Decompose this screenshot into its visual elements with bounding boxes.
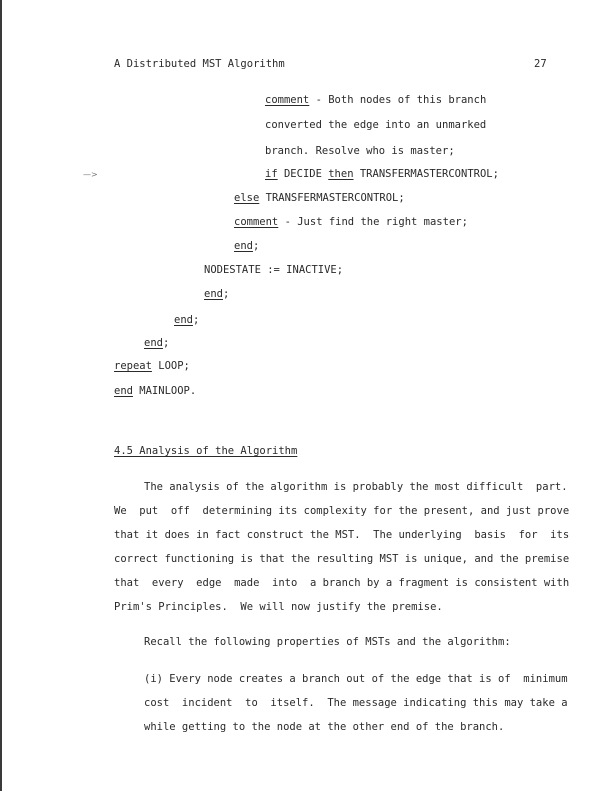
code-text: ; — [222, 288, 230, 300]
body-line: The analysis of the algorithm is probably the most difficult part. — [144, 481, 568, 493]
code-text: MAINLOOP. — [132, 385, 197, 397]
code-text: - Just find the right master; — [278, 216, 468, 228]
body-line: We put off determining its complexity for the present, and just prove — [114, 505, 570, 517]
code-line: converted the edge into an unmarked — [265, 119, 487, 131]
code-line — [234, 240, 259, 253]
code-text: ; — [192, 314, 200, 326]
body-line: correct functioning is that the resulting MST is unique, and the premise — [114, 553, 570, 565]
keyword: comment — [265, 94, 310, 106]
code-line — [265, 168, 499, 181]
code-line — [114, 360, 190, 373]
code-line — [265, 94, 486, 107]
section-heading: 4.5 Analysis of the Algorithm — [114, 445, 298, 457]
list-item-line: cost incident to itself. The message indicating this may take a — [144, 697, 568, 709]
code-line — [204, 288, 229, 301]
keyword: end — [204, 288, 223, 300]
code-text: TRANSFERMASTERCONTROL; — [353, 168, 499, 180]
keyword: end — [174, 314, 193, 326]
code-text: ; — [162, 337, 170, 349]
code-line — [144, 337, 169, 350]
keyword: then — [328, 168, 354, 180]
code-line — [234, 192, 405, 205]
body-line: Prim's Principles. We will now justify the premise. — [114, 601, 443, 613]
code-line — [114, 385, 196, 398]
code-text: - Both nodes of this branch — [309, 94, 487, 106]
keyword: if — [265, 168, 278, 180]
code-line — [174, 314, 199, 327]
list-item-line: while getting to the node at the other end of the branch. — [144, 721, 505, 733]
keyword: comment — [234, 216, 279, 228]
code-text: DECIDE — [277, 168, 329, 180]
keyword: else — [234, 192, 260, 204]
keyword: end — [144, 337, 163, 349]
scan-mark: —> — [83, 170, 98, 179]
body-line: Recall the following properties of MSTs and the algorithm: — [144, 636, 511, 648]
body-line: that it does in fact construct the MST. The underlying basis for its — [114, 529, 570, 541]
code-line: NODESTATE := INACTIVE; — [204, 264, 344, 276]
code-line: branch. Resolve who is master; — [265, 145, 455, 157]
page-number: 27 — [534, 58, 547, 70]
code-text: LOOP; — [151, 360, 190, 372]
running-title: A Distributed MST Algorithm — [114, 58, 285, 70]
code-text: TRANSFERMASTERCONTROL; — [259, 192, 405, 204]
keyword: repeat — [114, 360, 152, 372]
code-text: ; — [252, 240, 260, 252]
body-line: that every edge made into a branch by a fragment is consistent with — [114, 577, 570, 589]
list-item-line: (i) Every node creates a branch out of the edge that is of minimum — [144, 673, 568, 685]
page-edge — [0, 0, 2, 791]
keyword: end — [114, 385, 133, 397]
keyword: end — [234, 240, 253, 252]
code-line — [234, 216, 468, 229]
